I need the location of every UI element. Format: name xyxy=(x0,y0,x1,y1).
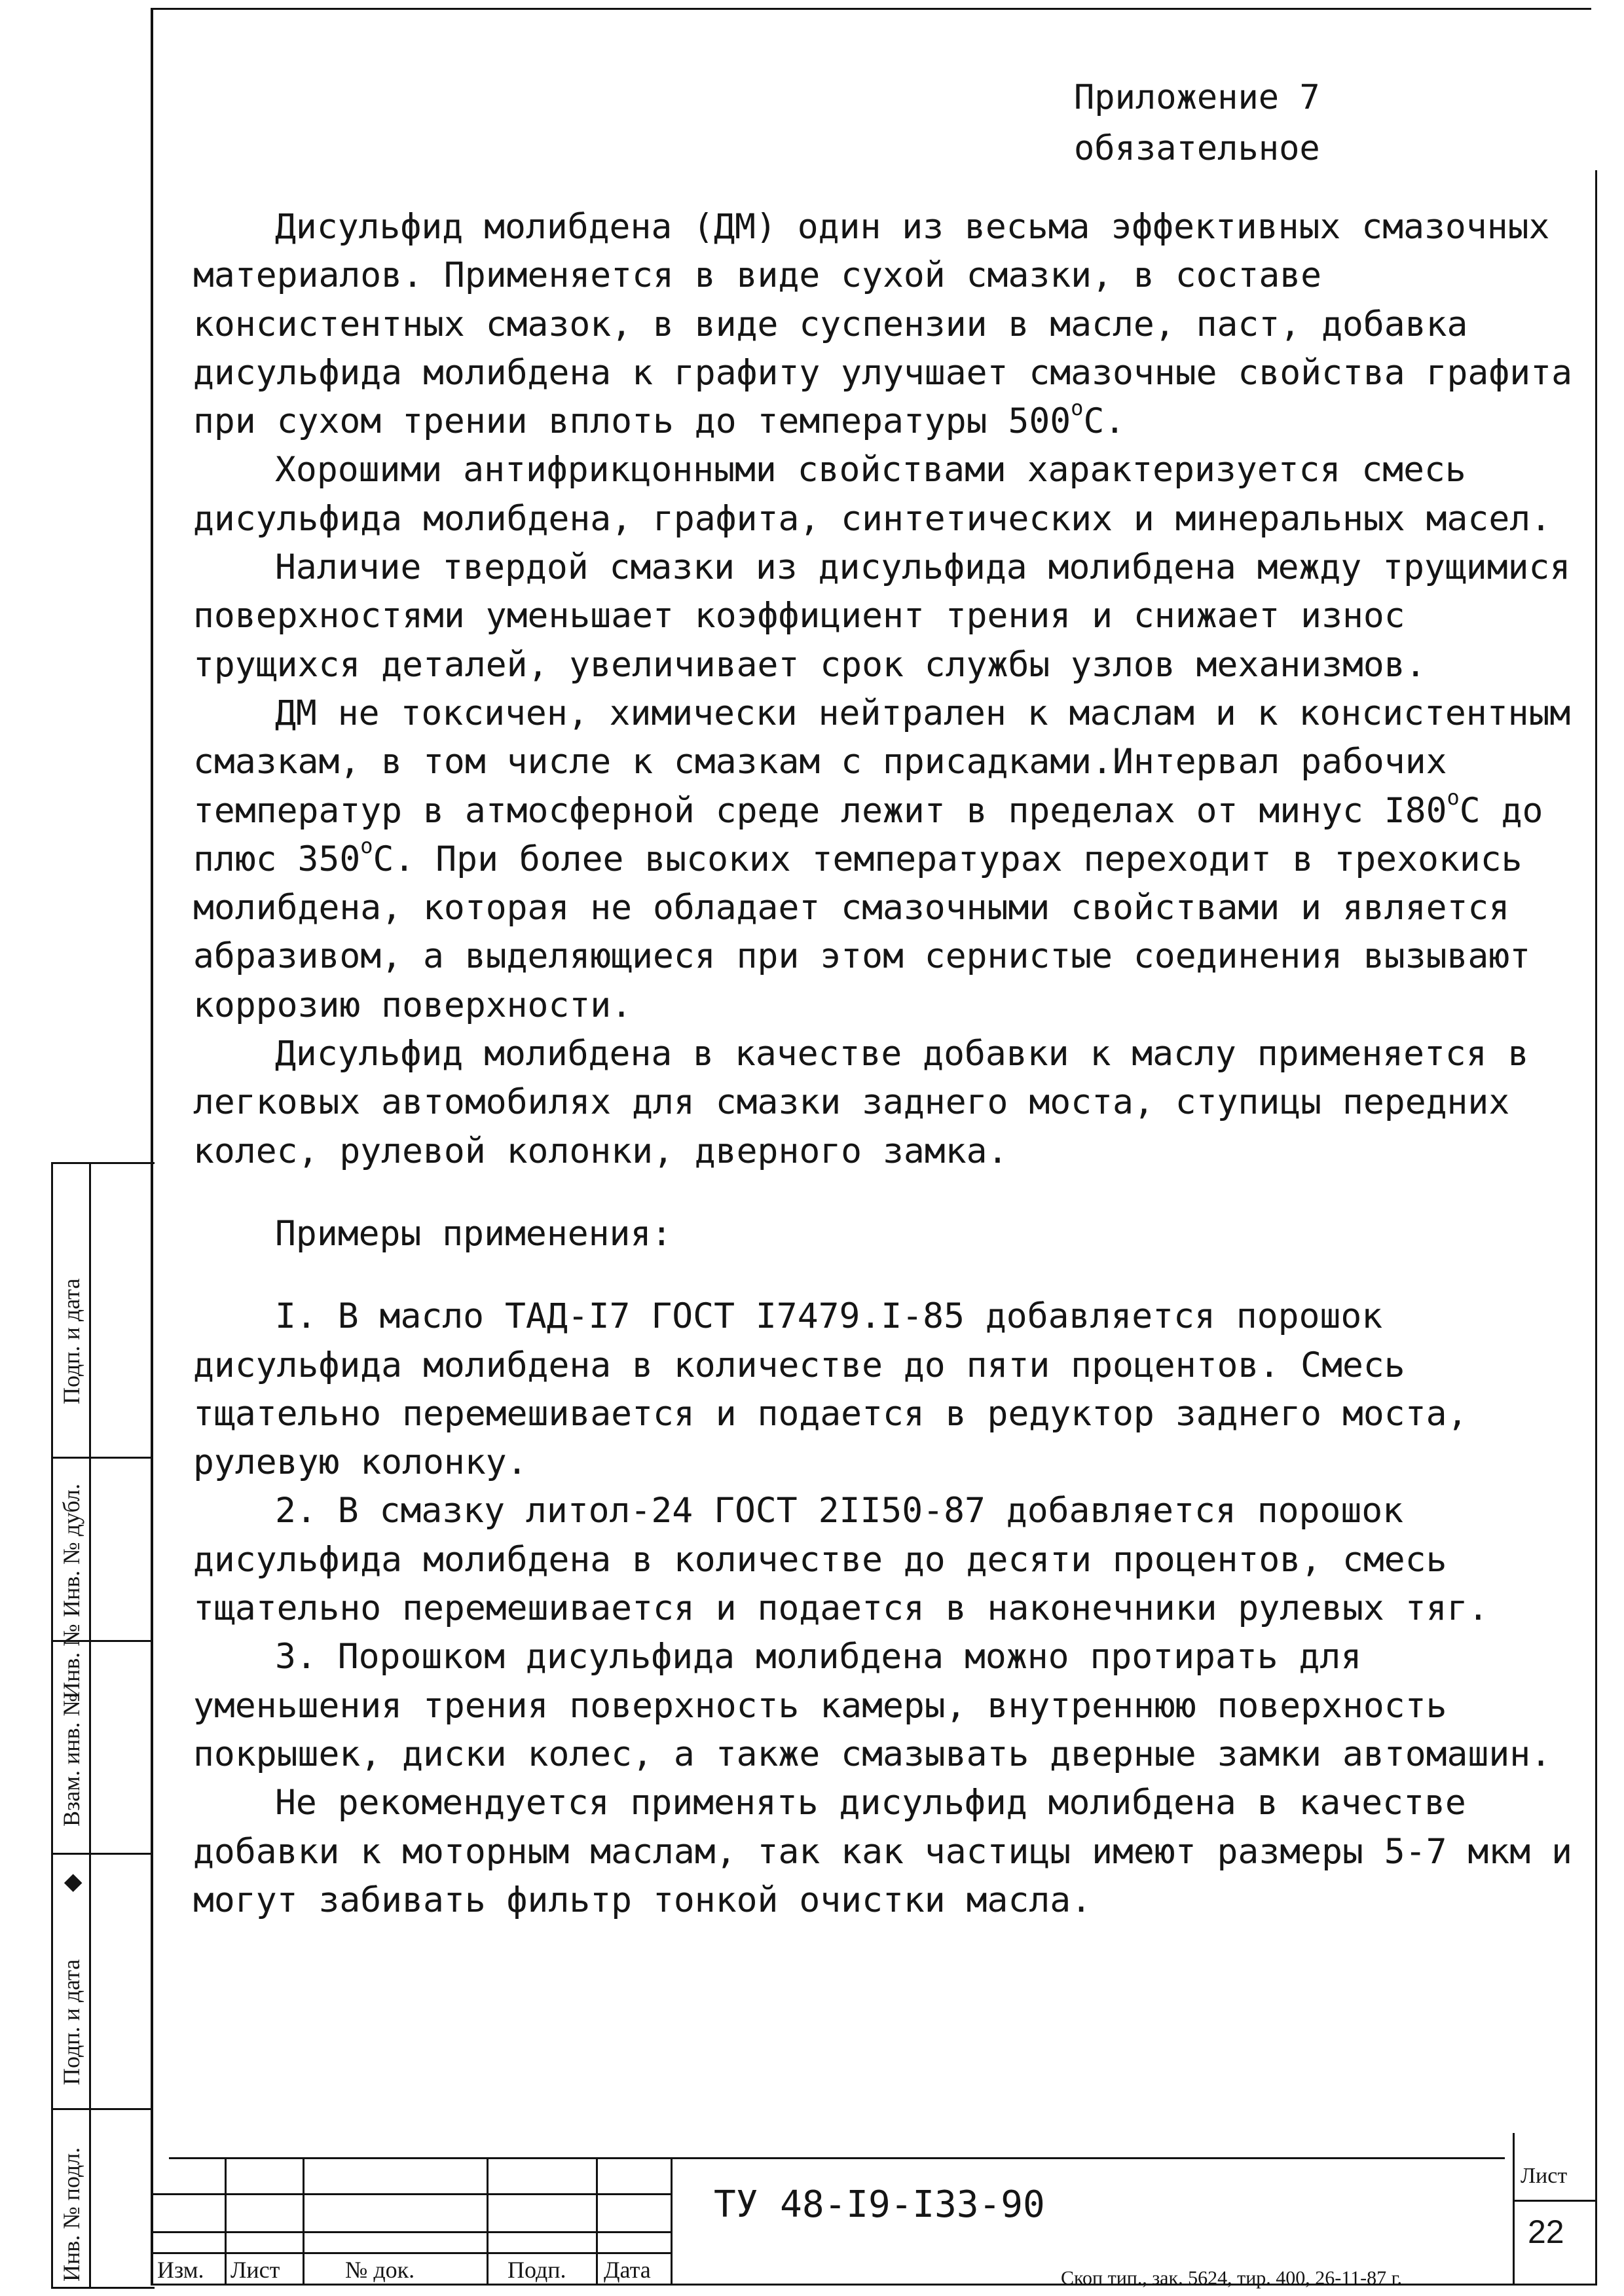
title-block-row-line xyxy=(153,2252,671,2254)
frame-right xyxy=(1595,170,1597,2285)
body-text xyxy=(193,203,1578,1925)
side-label-replace-inventory: Взам. инв. № xyxy=(58,1694,84,1827)
side-label-inventory: Инв. № xyxy=(58,1624,84,1699)
title-block-col-line xyxy=(303,2157,304,2285)
appendix-heading xyxy=(1074,72,1320,174)
sheet-cell-divider xyxy=(1513,2200,1595,2202)
paragraph-3: Наличие твердой смазки из дисульфида молибдена между трущимися поверхностями уменьшает коэффициент трения и снижает износ трущихся деталей, увеличивает срок службы узлов механизмов. xyxy=(193,547,1571,685)
example-1: I. В масло ТАД-I7 ГОСТ I7479.I-85 добавляется порошок дисульфида молибдена в количестве до пяти процентов. Смесь тщательно перемешивается и подается в редуктор заднего моста, рулевую колонку. xyxy=(193,1296,1468,1483)
sheet-cell-border xyxy=(1513,2133,1515,2285)
side-label-sign-date-2: Подп. и дата xyxy=(58,1959,84,2085)
column-label-change: Изм. xyxy=(157,2257,204,2283)
title-block-col-line xyxy=(671,2157,673,2285)
paragraph-4: ДМ не токсичен, химически нейтрален к маслам и к консистентным смазкам, в том числе к смазкам с присадками.Интервал рабочих температур в атмосферной среде лежит в пределах от минус I80$^o$С до плюс 350$^o$С. При более высоких температурах переходит в трехокись молибдена, которая не обладает смазочными свойствами и является абразивом, а выделяющиеся при этом сернистые соединения вызывают коррозию поверхности. xyxy=(193,693,1571,1025)
paragraph-warning: Не рекомендуется применять дисульфид молибдена в качестве добавки к моторным маслам, так как частицы имеют размеры 5-7 мкм и могут забивать фильтр тонкой очистки масла. xyxy=(193,1783,1572,1920)
frame-top xyxy=(151,8,1591,10)
side-separator xyxy=(51,2108,153,2110)
side-separator xyxy=(51,1853,153,1855)
title-block-col-line xyxy=(487,2157,489,2285)
example-2: 2. В смазку литол-24 ГОСТ 2II50-87 добавляется порошок дисульфида молибдена в количестве до десяти процентов, смесь тщательно перемешивается и подается в наконечники рулевых тяг. xyxy=(193,1491,1489,1629)
side-separator xyxy=(51,1457,153,1459)
appendix-status: обязательное xyxy=(1074,129,1320,168)
appendix-number: Приложение 7 xyxy=(1074,78,1320,117)
side-label-original-inventory: Инв. № подл. xyxy=(58,2147,84,2282)
title-block-col-line xyxy=(596,2157,598,2285)
paragraph-5: Дисульфид молибдена в качестве добавки к маслу применяется в легковых автомобилях для смазки заднего моста, ступицы передних колес, рулевой колонки, дверного замка. xyxy=(193,1034,1529,1171)
examples-heading: Примеры применения: xyxy=(275,1213,673,1254)
paragraph-1: Дисульфид молибдена (ДМ) один из весьма эффективных смазочных материалов. Применяется в виде сухой смазки, в составе консистентных смазок, в виде суспензии в масле, паст, добавка дисульфида молибдена к графиту улучшает смазочные свойства графита при сухом трении вплоть до температуры 500$^o$С. xyxy=(193,207,1572,442)
title-block-row-line xyxy=(153,2231,671,2233)
side-label-sign-date: Подп. и дата xyxy=(58,1278,84,1404)
title-block-row-line xyxy=(153,2193,671,2195)
column-label-sheet: Лист xyxy=(231,2257,280,2283)
side-arrow-icon: ◆ xyxy=(58,1874,84,1892)
side-label-dup-inventory: Инв. № дубл. xyxy=(58,1484,84,1617)
sheet-label: Лист xyxy=(1521,2164,1568,2188)
example-3: 3. Порошком дисульфида молибдена можно протирать для уменьшения трения поверхность камеры, внутреннюю поверхность покрышек, диски колес, а также смазывать дверные замки автомашин. xyxy=(193,1637,1552,1774)
sheet-number: 22 xyxy=(1528,2214,1564,2250)
paragraph-2: Хорошими антифрикцонными свойствами характеризуется смесь дисульфида молибдена, графита, синтетических и минеральных масел. xyxy=(193,450,1552,539)
title-block-col-line xyxy=(225,2157,227,2285)
document-number: ТУ 48-I9-I33-90 xyxy=(714,2183,1045,2226)
column-label-doc-number: № док. xyxy=(345,2257,415,2283)
title-block-top-line xyxy=(169,2157,1505,2159)
column-label-date: Дата xyxy=(604,2257,651,2283)
column-label-signature: Подп. xyxy=(507,2257,566,2283)
printer-imprint: Скоп тип., зак. 5624, тир. 400, 26-11-87 г. xyxy=(1061,2267,1403,2289)
